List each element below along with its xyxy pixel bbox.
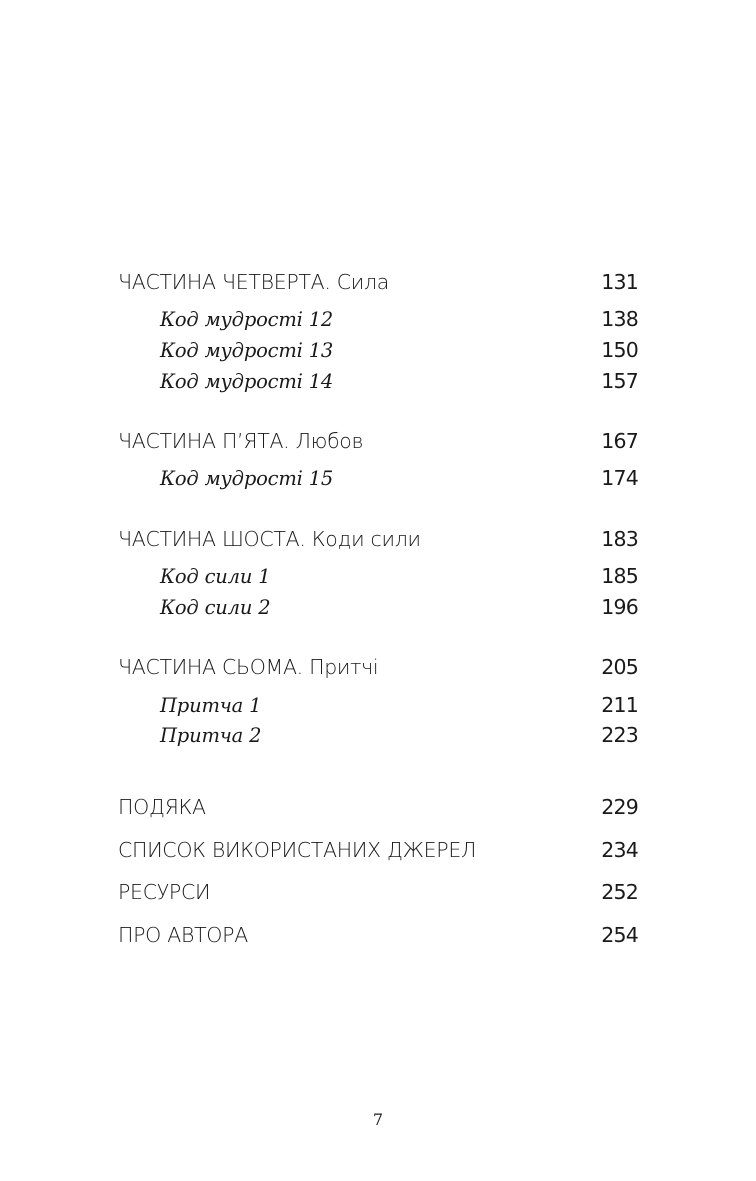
toc-entry-sub (118, 564, 638, 588)
toc-entry-label: Код сили 2 (160, 596, 271, 619)
toc-entry-sub (118, 369, 638, 393)
toc-entry-label: Код мудрості 12 (160, 308, 334, 331)
toc-entry-label: Код сили 1 (160, 565, 271, 588)
toc-entry-label: Код мудрості 15 (160, 467, 334, 490)
toc-entry-sub (118, 595, 638, 619)
toc-entry-sub (118, 307, 638, 331)
toc-entry-part (118, 270, 638, 294)
toc-entry-page: 185 (601, 564, 638, 588)
toc-entry-page: 138 (601, 307, 638, 331)
toc-entry-page: 167 (601, 429, 638, 453)
toc-entry-label: ПОДЯКА (118, 795, 206, 819)
toc-entry-page: 211 (601, 693, 638, 717)
toc-entry-page: 223 (601, 723, 638, 747)
toc-entry-label: ЧАСТИНА СЬОМА. Притчі (118, 655, 379, 679)
toc-entry-part (118, 655, 638, 679)
toc-entry-label: Код мудрості 13 (160, 339, 334, 362)
toc-entry-page: 252 (601, 880, 638, 904)
toc-entry-sub (118, 338, 638, 362)
toc-entry-sub (118, 693, 638, 717)
toc-entry-part (118, 429, 638, 453)
toc-entry-page: 174 (601, 466, 638, 490)
toc-entry-page: 254 (601, 923, 638, 947)
toc-entry-sub (118, 723, 638, 747)
toc-entry-page: 234 (601, 838, 638, 862)
toc-entry-label: СПИСОК ВИКОРИСТАНИХ ДЖЕРЕЛ (118, 838, 477, 862)
page-number: 7 (372, 1110, 384, 1129)
toc-entry-page: 183 (601, 527, 638, 551)
toc-entry-label: Код мудрості 14 (160, 370, 334, 393)
toc-entry-page: 157 (601, 369, 638, 393)
toc-entry-label: ЧАСТИНА ЧЕТВЕРТА. Сила (118, 270, 390, 294)
toc-entry-main (118, 923, 638, 947)
toc-entry-page: 205 (601, 655, 638, 679)
toc-entry-page: 131 (601, 270, 638, 294)
toc-entry-label: Притча 1 (160, 694, 262, 717)
toc-entry-sub (118, 466, 638, 490)
toc-entry-label: ПРО АВТОРА (118, 923, 248, 947)
toc-entry-label: ЧАСТИНА ШОСТА. Коди сили (118, 527, 421, 551)
toc-entry-main (118, 795, 638, 819)
toc-entry-page: 150 (601, 338, 638, 362)
toc-entry-label: Притча 2 (160, 724, 262, 747)
toc-entry-main (118, 880, 638, 904)
toc-entry-page: 196 (601, 595, 638, 619)
toc-entry-page: 229 (601, 795, 638, 819)
toc-entry-label: ЧАСТИНА П’ЯТА. Любов (118, 429, 364, 453)
toc-entry-part (118, 527, 638, 551)
toc-entry-label: РЕСУРСИ (118, 880, 211, 904)
toc-entry-main (118, 838, 638, 862)
